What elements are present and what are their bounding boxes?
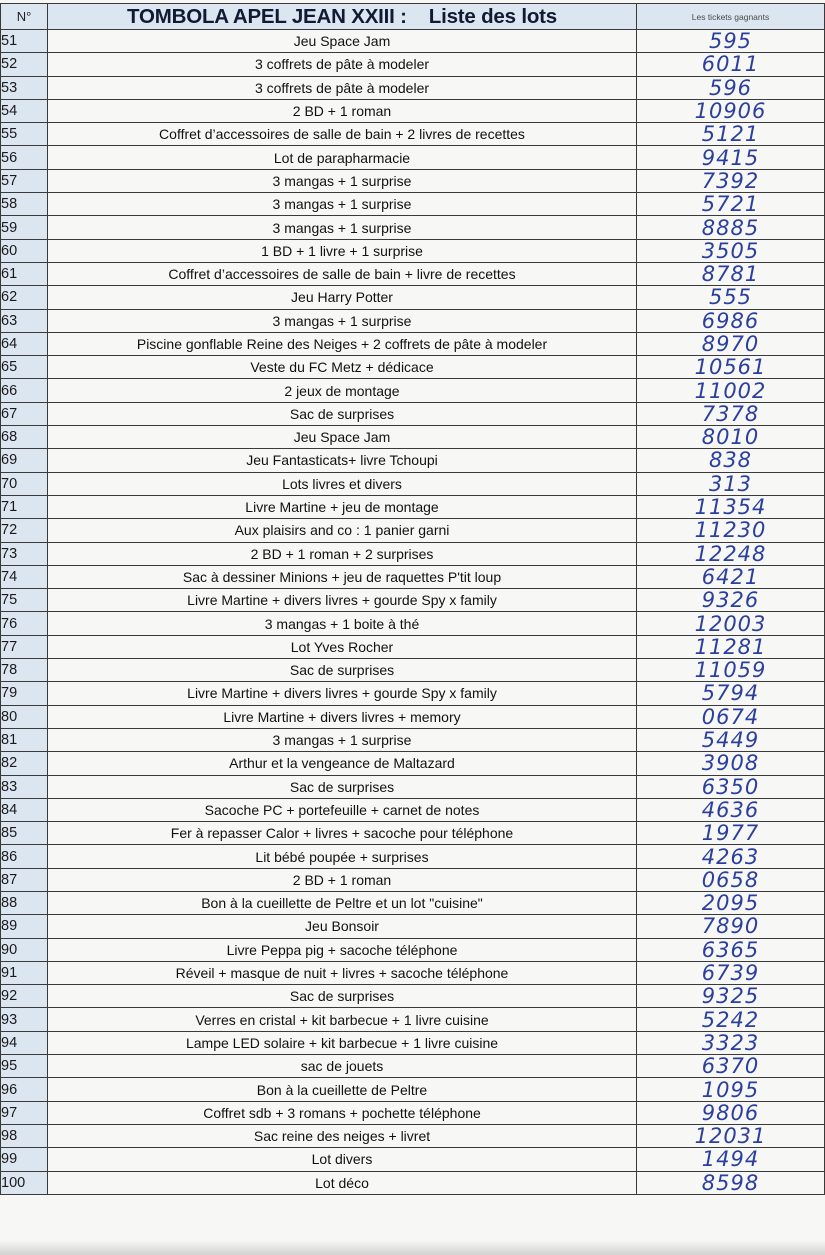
lot-number: 59	[1, 216, 48, 239]
lot-number: 73	[1, 542, 48, 565]
winning-ticket-handwritten: 6370	[637, 1055, 825, 1078]
winning-ticket-handwritten: 9326	[637, 589, 825, 612]
lot-description: Aux plaisirs and co : 1 panier garni	[48, 519, 637, 542]
table-row	[1, 332, 825, 355]
winning-ticket-handwritten: 838	[637, 449, 825, 472]
table-row	[1, 1171, 825, 1194]
winning-ticket-handwritten: 11354	[637, 495, 825, 518]
lot-number: 61	[1, 262, 48, 285]
table-row	[1, 449, 825, 472]
lot-number: 81	[1, 728, 48, 751]
table-row	[1, 193, 825, 216]
table-row	[1, 379, 825, 402]
lot-number: 68	[1, 426, 48, 449]
lot-description: Lot déco	[48, 1171, 637, 1194]
lot-number: 83	[1, 775, 48, 798]
table-row	[1, 1124, 825, 1147]
lot-description: 3 mangas + 1 surprise	[48, 193, 637, 216]
lot-number: 91	[1, 961, 48, 984]
column-header-number: N°	[1, 4, 48, 30]
winning-ticket-handwritten: 12003	[637, 612, 825, 635]
lot-description: Fer à repasser Calor + livres + sacoche pour téléphone	[48, 822, 637, 845]
lot-description: 2 BD + 1 roman + 2 surprises	[48, 542, 637, 565]
lot-number: 51	[1, 30, 48, 53]
lot-number: 96	[1, 1078, 48, 1101]
lot-number: 63	[1, 309, 48, 332]
winning-ticket-handwritten: 9806	[637, 1101, 825, 1124]
table-row	[1, 659, 825, 682]
header-row	[1, 4, 825, 30]
lot-number: 52	[1, 53, 48, 76]
table-row	[1, 705, 825, 728]
lot-description: Coffret d’accessoires de salle de bain + livre de recettes	[48, 262, 637, 285]
lot-description: 2 BD + 1 roman	[48, 99, 637, 122]
table-row	[1, 1055, 825, 1078]
lot-description: 3 mangas + 1 surprise	[48, 309, 637, 332]
winning-ticket-handwritten: 3505	[637, 239, 825, 262]
winning-ticket-handwritten: 5721	[637, 193, 825, 216]
winning-ticket-handwritten: 6350	[637, 775, 825, 798]
table-row	[1, 1078, 825, 1101]
lot-number: 75	[1, 589, 48, 612]
winning-ticket-handwritten: 1095	[637, 1078, 825, 1101]
winning-ticket-handwritten: 3323	[637, 1031, 825, 1054]
winning-ticket-handwritten: 3908	[637, 752, 825, 775]
lot-number: 86	[1, 845, 48, 868]
winning-ticket-handwritten: 12248	[637, 542, 825, 565]
lot-description: Lot Yves Rocher	[48, 635, 637, 658]
table-row	[1, 1148, 825, 1171]
lot-number: 62	[1, 286, 48, 309]
lot-description: Sac à dessiner Minions + jeu de raquettes P'tit loup	[48, 565, 637, 588]
table-row	[1, 472, 825, 495]
lot-number: 84	[1, 798, 48, 821]
lot-number: 97	[1, 1101, 48, 1124]
winning-ticket-handwritten: 8010	[637, 426, 825, 449]
lot-description: Coffret sdb + 3 romans + pochette téléphone	[48, 1101, 637, 1124]
lot-description: Lot divers	[48, 1148, 637, 1171]
lot-number: 87	[1, 868, 48, 891]
lot-description: 3 mangas + 1 surprise	[48, 728, 637, 751]
lot-description: Arthur et la vengeance de Maltazard	[48, 752, 637, 775]
lot-description: Sacoche PC + portefeuille + carnet de notes	[48, 798, 637, 821]
winning-ticket-handwritten: 313	[637, 472, 825, 495]
lot-number: 89	[1, 915, 48, 938]
winning-ticket-handwritten: 7378	[637, 402, 825, 425]
winning-ticket-handwritten: 11059	[637, 659, 825, 682]
lot-number: 88	[1, 891, 48, 914]
winning-ticket-handwritten: 555	[637, 286, 825, 309]
lot-description: 3 mangas + 1 surprise	[48, 169, 637, 192]
lot-number: 65	[1, 356, 48, 379]
lot-number: 76	[1, 612, 48, 635]
lot-number: 100	[1, 1171, 48, 1194]
lot-description: Lots livres et divers	[48, 472, 637, 495]
lot-number: 78	[1, 659, 48, 682]
lot-number: 53	[1, 76, 48, 99]
table-row	[1, 891, 825, 914]
lot-number: 72	[1, 519, 48, 542]
lot-description: Jeu Bonsoir	[48, 915, 637, 938]
page-title: TOMBOLA APEL JEAN XXIII : Liste des lots	[48, 4, 637, 30]
lot-description: sac de jouets	[48, 1055, 637, 1078]
lot-number: 58	[1, 193, 48, 216]
table-row	[1, 612, 825, 635]
winning-ticket-handwritten: 595	[637, 30, 825, 53]
winning-ticket-handwritten: 2095	[637, 891, 825, 914]
lot-description: Jeu Space Jam	[48, 426, 637, 449]
table-row	[1, 845, 825, 868]
table-row	[1, 262, 825, 285]
lot-description: Lit bébé poupée + surprises	[48, 845, 637, 868]
table-row	[1, 752, 825, 775]
winning-ticket-handwritten: 8885	[637, 216, 825, 239]
winning-ticket-handwritten: 10561	[637, 356, 825, 379]
winning-ticket-handwritten: 4636	[637, 798, 825, 821]
winning-ticket-handwritten: 1977	[637, 822, 825, 845]
lot-description: Livre Martine + divers livres + gourde Spy x family	[48, 682, 637, 705]
lot-number: 60	[1, 239, 48, 262]
table-row	[1, 565, 825, 588]
lot-description: Bon à la cueillette de Peltre et un lot "cuisine"	[48, 891, 637, 914]
table-row	[1, 123, 825, 146]
table-row	[1, 915, 825, 938]
lot-description: Livre Martine + divers livres + gourde Spy x family	[48, 589, 637, 612]
lot-number: 56	[1, 146, 48, 169]
lot-description: Sac de surprises	[48, 775, 637, 798]
lot-number: 93	[1, 1008, 48, 1031]
lot-number: 85	[1, 822, 48, 845]
table-row	[1, 985, 825, 1008]
table-row	[1, 728, 825, 751]
winning-ticket-handwritten: 6421	[637, 565, 825, 588]
lot-description: Veste du FC Metz + dédicace	[48, 356, 637, 379]
lot-description: 3 coffrets de pâte à modeler	[48, 76, 637, 99]
winning-ticket-handwritten: 9325	[637, 985, 825, 1008]
winning-ticket-handwritten: 5794	[637, 682, 825, 705]
lot-description: Livre Peppa pig + sacoche téléphone	[48, 938, 637, 961]
winning-ticket-handwritten: 6365	[637, 938, 825, 961]
table-row	[1, 146, 825, 169]
lot-description: 3 coffrets de pâte à modeler	[48, 53, 637, 76]
table-row	[1, 682, 825, 705]
winning-ticket-handwritten: 596	[637, 76, 825, 99]
winning-ticket-handwritten: 11230	[637, 519, 825, 542]
winning-ticket-handwritten: 0658	[637, 868, 825, 891]
winning-ticket-handwritten: 4263	[637, 845, 825, 868]
lot-number: 95	[1, 1055, 48, 1078]
table-row	[1, 961, 825, 984]
winning-ticket-handwritten: 6739	[637, 961, 825, 984]
lot-description: 1 BD + 1 livre + 1 surprise	[48, 239, 637, 262]
winning-ticket-handwritten: 11281	[637, 635, 825, 658]
table-row	[1, 426, 825, 449]
lot-number: 90	[1, 938, 48, 961]
table-row	[1, 402, 825, 425]
lot-description: Lampe LED solaire + kit barbecue + 1 livre cuisine	[48, 1031, 637, 1054]
winning-ticket-handwritten: 10906	[637, 99, 825, 122]
table-row	[1, 309, 825, 332]
lot-number: 74	[1, 565, 48, 588]
winning-ticket-handwritten: 5242	[637, 1008, 825, 1031]
table-row	[1, 99, 825, 122]
lot-description: Sac de surprises	[48, 659, 637, 682]
lot-description: 3 mangas + 1 boite à thé	[48, 612, 637, 635]
lot-number: 77	[1, 635, 48, 658]
table-row	[1, 938, 825, 961]
winning-ticket-handwritten: 5449	[637, 728, 825, 751]
column-header-winners: Les tickets gagnants	[637, 4, 825, 30]
lot-number: 54	[1, 99, 48, 122]
winning-ticket-handwritten: 5121	[637, 123, 825, 146]
lot-description: Sac de surprises	[48, 985, 637, 1008]
lot-description: Jeu Fantasticats+ livre Tchoupi	[48, 449, 637, 472]
lot-description: Sac reine des neiges + livret	[48, 1124, 637, 1147]
lot-number: 79	[1, 682, 48, 705]
lot-number: 71	[1, 495, 48, 518]
table-row	[1, 30, 825, 53]
winning-ticket-handwritten: 8781	[637, 262, 825, 285]
lots-table	[0, 3, 825, 1195]
lot-description: Livre Martine + jeu de montage	[48, 495, 637, 518]
table-row	[1, 1031, 825, 1054]
winning-ticket-handwritten: 8598	[637, 1171, 825, 1194]
table-row	[1, 76, 825, 99]
winning-ticket-handwritten: 12031	[637, 1124, 825, 1147]
lot-description: Jeu Harry Potter	[48, 286, 637, 309]
lot-description: Sac de surprises	[48, 402, 637, 425]
table-row	[1, 1008, 825, 1031]
winning-ticket-handwritten: 11002	[637, 379, 825, 402]
lot-number: 67	[1, 402, 48, 425]
table-row	[1, 542, 825, 565]
table-row	[1, 775, 825, 798]
page-edge-shadow	[0, 1240, 825, 1255]
table-row	[1, 798, 825, 821]
lot-number: 80	[1, 705, 48, 728]
lot-description: Verres en cristal + kit barbecue + 1 livre cuisine	[48, 1008, 637, 1031]
lot-description: 2 jeux de montage	[48, 379, 637, 402]
lot-description: Bon à la cueillette de Peltre	[48, 1078, 637, 1101]
winning-ticket-handwritten: 7890	[637, 915, 825, 938]
lot-description: Livre Martine + divers livres + memory	[48, 705, 637, 728]
lot-number: 70	[1, 472, 48, 495]
table-row	[1, 589, 825, 612]
table-row	[1, 1101, 825, 1124]
winning-ticket-handwritten: 6986	[637, 309, 825, 332]
lot-description: Lot de parapharmacie	[48, 146, 637, 169]
winning-ticket-handwritten: 6011	[637, 53, 825, 76]
table-row	[1, 868, 825, 891]
lot-description: Réveil + masque de nuit + livres + sacoche téléphone	[48, 961, 637, 984]
lot-number: 66	[1, 379, 48, 402]
winning-ticket-handwritten: 8970	[637, 332, 825, 355]
lot-number: 57	[1, 169, 48, 192]
winning-ticket-handwritten: 0674	[637, 705, 825, 728]
lot-description: Coffret d’accessoires de salle de bain + 2 livres de recettes	[48, 123, 637, 146]
lot-description: 2 BD + 1 roman	[48, 868, 637, 891]
table-row	[1, 286, 825, 309]
lot-description: Jeu Space Jam	[48, 30, 637, 53]
lot-number: 82	[1, 752, 48, 775]
table-row	[1, 53, 825, 76]
winning-ticket-handwritten: 9415	[637, 146, 825, 169]
lot-number: 64	[1, 332, 48, 355]
lot-number: 99	[1, 1148, 48, 1171]
winning-ticket-handwritten: 1494	[637, 1148, 825, 1171]
winning-ticket-handwritten: 7392	[637, 169, 825, 192]
lots-body	[1, 30, 825, 1195]
table-row	[1, 239, 825, 262]
table-row	[1, 519, 825, 542]
lot-description: 3 mangas + 1 surprise	[48, 216, 637, 239]
table-row	[1, 822, 825, 845]
lot-number: 55	[1, 123, 48, 146]
table-row	[1, 495, 825, 518]
table-row	[1, 635, 825, 658]
lot-description: Piscine gonflable Reine des Neiges + 2 coffrets de pâte à modeler	[48, 332, 637, 355]
lot-number: 94	[1, 1031, 48, 1054]
table-row	[1, 356, 825, 379]
table-row	[1, 216, 825, 239]
lot-number: 69	[1, 449, 48, 472]
lot-number: 92	[1, 985, 48, 1008]
table-row	[1, 169, 825, 192]
lot-number: 98	[1, 1124, 48, 1147]
